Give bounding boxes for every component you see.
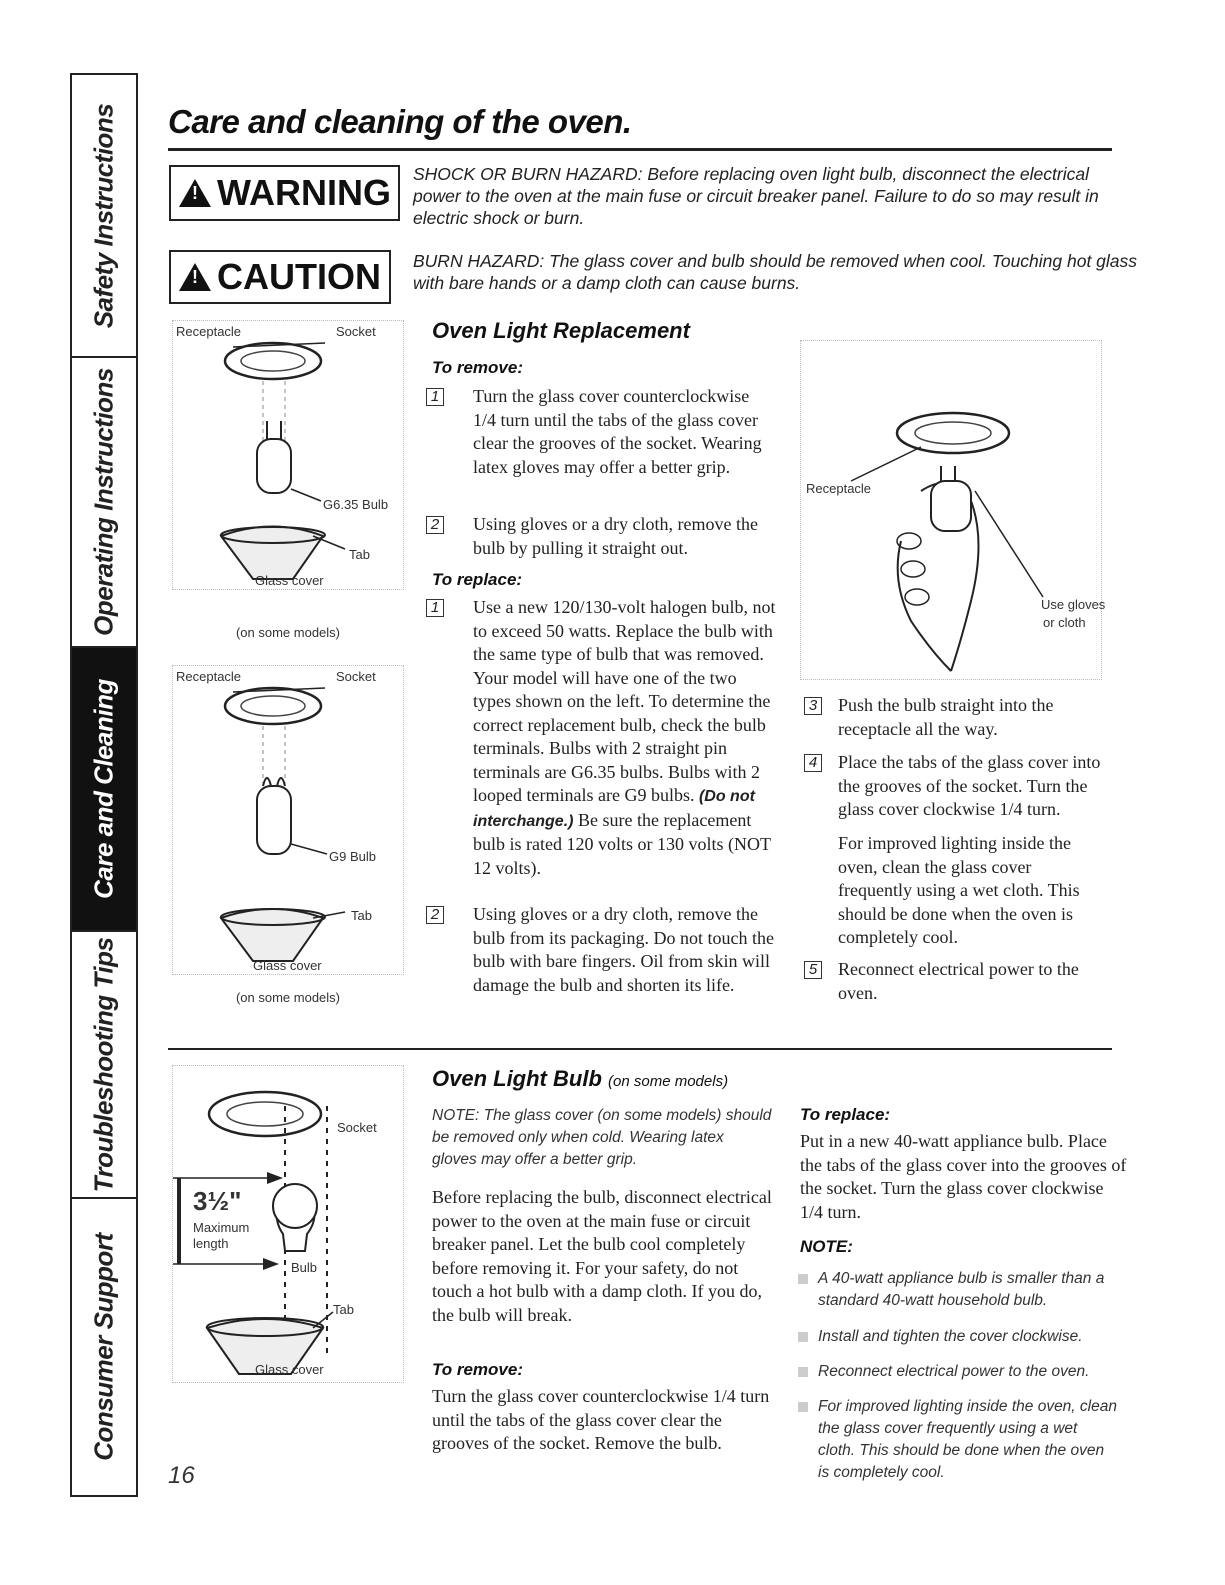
bulb-note: NOTE: The glass cover (on some models) should be removed only when cold. Wearing latex gloves may offer a better grip.	[432, 1107, 772, 1168]
socket-label: Socket	[336, 669, 376, 684]
bullet-square-icon	[798, 1332, 808, 1342]
page-number: 16	[168, 1462, 195, 1489]
receptacle-label: Receptacle	[176, 324, 242, 339]
tab-label: Tab	[351, 908, 372, 923]
bulb-replace-text: Put in a new 40-watt appliance bulb. Place the tabs of the glass cover into the grooves of the socket. Turn the glass cover clockwise 1/4 turn.	[800, 1131, 1127, 1222]
figure-g635-bulb	[172, 320, 404, 590]
socket-label: Socket	[337, 1120, 377, 1135]
g635-bulb-diagram	[173, 321, 405, 591]
section-heading-replacement: Oven Light Replacement	[432, 318, 690, 343]
bulb-remove-heading: To remove:	[432, 1360, 524, 1379]
page-title: Care and cleaning of the oven.	[168, 103, 632, 140]
note-item: A 40-watt appliance bulb is smaller than a standard 40-watt household bulb.	[818, 1268, 1118, 1312]
section-tabs	[70, 73, 138, 1497]
glass-cover-label: Glass cover	[255, 1362, 324, 1377]
step-number: 5	[804, 961, 822, 979]
bullet-square-icon	[798, 1367, 808, 1377]
bulb-label: G6.35 Bulb	[323, 497, 389, 512]
warning-text: SHOCK OR BURN HAZARD: Before replacing oven light bulb, disconnect the electrical power to the oven at the main fuse or circuit breaker panel. Failure to do so may result in electric shock or burn.	[413, 164, 1099, 228]
cleaning-tip: For improved lighting inside the oven, clean the glass cover frequently using a wet cloth. This should be done when the oven is completely cool.	[838, 833, 1080, 947]
caution-label-box	[169, 250, 391, 304]
socket-label: Socket	[336, 324, 376, 339]
bulb-note-heading: NOTE:	[800, 1237, 853, 1256]
bulb-label: G9 Bulb	[329, 849, 376, 864]
tab-consumer-support[interactable]: Consumer Support	[88, 1233, 119, 1461]
warning-label-box	[169, 165, 400, 221]
step-text: Use a new 120/130-volt halogen bulb, not to exceed 50 watts. Replace the bulb with the same type of bulb that was removed. Your model will have one of the two types shown on the left. To determine the correct replacement bulb, check the bulb terminals. Bulbs with 2 straight pin terminals are G6.35 bulbs. Bulbs with 2 looped terminals are G9 bulbs. (Do not interchange.) Be sure the replacement bulb is rated 120 volts or 130 volts (NOT 12 volts).	[473, 597, 776, 878]
replace-step	[804, 694, 1114, 744]
tab-troubleshooting-tips[interactable]: Troubleshooting Tips	[72, 932, 136, 1199]
bulb-label: Bulb	[291, 1260, 318, 1275]
max-length-label: Maximum	[193, 1220, 250, 1235]
step-text: Reconnect electrical power to the oven.	[838, 959, 1079, 1003]
receptacle-label: Receptacle	[176, 669, 242, 684]
replace-step	[804, 958, 1114, 1008]
figure-caption: (on some models)	[235, 990, 341, 1005]
remove-heading: To remove:	[432, 358, 524, 377]
note-item: Reconnect electrical power to the oven.	[818, 1361, 1118, 1383]
bulb-replace-heading: To replace:	[800, 1105, 891, 1124]
figure-appliance-bulb	[172, 1065, 404, 1383]
bullet-square-icon	[798, 1402, 808, 1412]
or-cloth-label: or cloth	[1043, 615, 1086, 630]
step-text: Using gloves or a dry cloth, remove the bulb from its packaging. Do not touch the bulb with bare fingers. Oil from skin will damage the bulb and shorten its life.	[473, 904, 774, 995]
bulb-remove-text: Turn the glass cover counterclockwise 1/4 turn until the tabs of the glass cover clear the grooves of the socket. Remove the bulb.	[432, 1386, 770, 1453]
note-item: For improved lighting inside the oven, clean the glass cover frequently using a wet cloth. This should be done when the oven is completely cool.	[818, 1396, 1118, 1484]
figure-insert-bulb	[800, 340, 1106, 680]
max-length-value: 3½"	[193, 1186, 242, 1216]
glass-cover-label: Glass cover	[253, 958, 322, 973]
do-not-interchange-note: (Do not interchange.)	[473, 788, 755, 830]
step-text: Push the bulb straight into the receptacle all the way.	[838, 695, 1054, 739]
bulb-intro: Before replacing the bulb, disconnect electrical power to the oven at the main fuse or circuit breaker panel. Let the bulb cool completely before removing it. For your safety, do not touch a hot bulb with a damp cloth. If you do, the bulb will break.	[432, 1187, 772, 1325]
warning-triangle-icon	[179, 179, 211, 207]
tab-operating-instructions[interactable]: Operating Instructions	[72, 358, 136, 648]
warning-label: WARNING	[217, 172, 391, 213]
figure-caption: (on some models)	[235, 625, 341, 640]
glass-cover-label: Glass cover	[255, 573, 324, 588]
step-number: 2	[426, 906, 444, 924]
tab-safety-instructions[interactable]: Safety Instructions	[72, 75, 136, 358]
note-item: Install and tighten the cover clockwise.	[818, 1326, 1118, 1348]
tab-label: Tab	[349, 547, 370, 562]
max-length-label: length	[193, 1236, 229, 1251]
step-number: 1	[426, 388, 444, 406]
remove-step	[426, 385, 786, 505]
replace-heading: To replace:	[432, 570, 523, 589]
step-number: 1	[426, 599, 444, 617]
tab-label: Tab	[333, 1302, 354, 1317]
step-text: Place the tabs of the glass cover into the grooves of the socket. Turn the glass cover clockwise 1/4 turn.	[838, 752, 1101, 819]
section-rule	[168, 1048, 1112, 1050]
replace-step	[426, 596, 786, 896]
step-number: 2	[426, 516, 444, 534]
step-text: Turn the glass cover counterclockwise 1/4 turn until the tabs of the glass cover clear the grooves of the socket. Wearing latex gloves may offer a better grip.	[473, 386, 762, 477]
use-gloves-label: Use gloves	[1041, 597, 1106, 612]
replace-step	[426, 903, 786, 1023]
figure-g9-bulb	[172, 665, 404, 975]
step-text: Using gloves or a dry cloth, remove the bulb by pulling it straight out.	[473, 514, 758, 558]
remove-step	[426, 513, 786, 563]
section-heading-bulb: Oven Light Bulb (on some models)	[432, 1066, 729, 1091]
bullet-square-icon	[798, 1274, 808, 1284]
caution-text: BURN HAZARD: The glass cover and bulb should be removed when cool. Touching hot glass with bare hands or a damp cloth can cause burns.	[413, 251, 1138, 293]
g9-bulb-diagram	[173, 666, 405, 976]
receptacle-label: Receptacle	[806, 481, 872, 496]
insert-bulb-diagram	[801, 341, 1106, 681]
caution-triangle-icon	[179, 263, 211, 291]
step-number: 3	[804, 697, 822, 715]
step-number: 4	[804, 754, 822, 772]
title-rule	[168, 148, 1112, 151]
replace-step	[804, 751, 1114, 821]
tab-care-and-cleaning[interactable]: Care and Cleaning	[72, 648, 136, 932]
caution-label: CAUTION	[217, 256, 381, 297]
